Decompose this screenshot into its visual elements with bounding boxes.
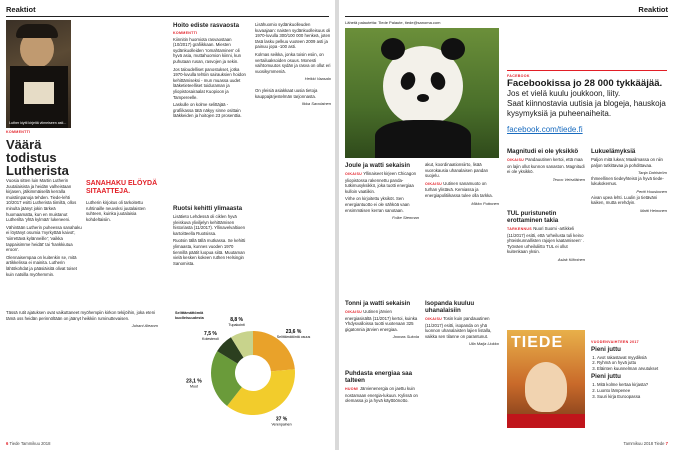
ruotsi-title: Ruotsi kehitti ylimaasta <box>173 205 243 212</box>
luther-paragraph: Vähintään Lutherin puheessa sanahaku ei löytänyt osumia 'myrkyttää kaivot', 'siirrettävä kylänneille'; 'vaikka tappaisimme heidät' tai 'hankkiutua eroon'. <box>6 224 82 253</box>
puzzle-sub-item: 3. Suuri kirja Euroopassa <box>597 394 667 400</box>
tul-label: TARKENNUS <box>507 227 532 231</box>
puzzle-item: 2. Ryhmä on hyvä juttu <box>597 360 667 366</box>
magnitudi-paragraph: Pandauutinen kertoi, että maa on lajin ollut kunnon sanaston. Magnitudi ei ole yksikkö. <box>507 157 585 175</box>
lukuelamys-title: Lukuelämyksiä <box>591 148 636 155</box>
joule-label: OIKAISU <box>345 172 363 176</box>
isopanda-author: Ulla Maija Liukko <box>468 341 499 347</box>
luther-comment-label: KOMMENTTI <box>6 130 31 134</box>
lukuelamys-author: Tanja Dahlström <box>638 170 667 176</box>
tonni-title: Tonni ja watti sekaisin <box>345 300 411 307</box>
isopanda-title: Isopanda kuuluu uhanalaisiin <box>425 300 475 314</box>
panda-ear-right <box>441 38 465 60</box>
orosu-paragraph: Kiinnitin huomiota rasvaostaan (10/2017) grafiikkaan. Miesten sydänkuolleiden 'romahtaminen' oli hyvä asia, muttahuomion kiinni, kun puhutaan rusan, rasvojen ja sekin. <box>173 36 242 64</box>
puhdasta-label: HUOM! <box>345 387 359 391</box>
puzzle-sub-title: Pieni juttu <box>591 373 621 381</box>
facebook-block <box>507 70 667 137</box>
luther-body-col-1 <box>6 178 83 279</box>
puzzle-title: Pieni juttu <box>591 345 621 353</box>
donut-value-label: 23,6 % <box>285 329 302 336</box>
puzzle-item: 1. Avot rakastavat myydiksiä <box>597 355 667 361</box>
tul-title: TUL puristunetin erottaminen takia <box>507 210 559 224</box>
orosu-title: Hoito ediste rasvaosta <box>173 22 240 29</box>
orosu-label: KOMMENTTI <box>173 31 198 35</box>
donut-chart <box>173 305 331 430</box>
puzzle-label: VUODENVAIHTEEN 2017 <box>591 340 639 344</box>
left-page-number: 6 <box>6 441 9 446</box>
puhdasta-paragraph: Järvienenergia on jaettu kuin nostamaan energia-lukuun. Kylissä on olemassa jo ja hyvä käyttöönotto. <box>345 386 418 404</box>
cover-face-shape <box>525 362 567 412</box>
right-page <box>339 0 674 450</box>
facebook-label: FACEBOOK <box>507 74 530 78</box>
puzzle-sub-list <box>591 382 667 399</box>
tonni-paragraph: Uutinen järvien energiasisältä (11/2017) kertoi, kuinka Yhdysvalloissa tuotti vuotenaan 325 gigatonnia järvien energiaa. <box>345 309 418 332</box>
orosu-paragraph: Laskulle on kolme selittäjää - grafiikassa tätä näkyy sinne osittain lääkkeiden ja hoitojen 23 prosenttia. <box>173 102 242 119</box>
puhdasta-article <box>345 370 419 406</box>
left-section-header: Reaktiot <box>6 5 36 14</box>
facebook-text: Jos et vielä kuulu joukkoon, liity. <box>507 89 621 98</box>
lukuelamys-paragraph: Aivan upea lehti. Luulin jo tietäväni kaiken, mutta erehdyin. <box>591 194 658 206</box>
panda-ear-left <box>381 38 405 60</box>
donut-value-label: 8,8 % <box>230 317 244 324</box>
tonni-article <box>345 300 419 340</box>
magazine-cover-image <box>507 330 585 428</box>
luther-portrait-image <box>6 20 71 128</box>
tul-article <box>507 210 585 263</box>
lukuelamys-author: Pertti Huuskonen <box>636 188 667 194</box>
left-page <box>0 0 335 450</box>
magnitudi-label: OIKAISU <box>507 158 525 162</box>
donut-category-label: Kolesteroli <box>202 336 219 341</box>
donut-value-label: 23,1 % <box>186 378 202 385</box>
donut-category-label: Verenpainen <box>271 422 292 427</box>
puzzle-list <box>591 355 667 372</box>
left-footer <box>6 441 50 446</box>
ruotsi-paragraph: Lisätieto Lehdessä oli ciklen hyvä yleiskuva yliviljelyn kehittämisen historiasta (11/2017). Yllinavelvaltioen kartoitteella Ruotsissa. <box>173 214 245 236</box>
right-footer <box>624 441 668 446</box>
joule-article <box>345 162 419 221</box>
puzzle-sub-item: 1. Mitä kolme kertaa kirjasta? <box>597 382 667 388</box>
joule-author: Folke Stenman <box>392 215 419 221</box>
donut-category-label: Tupakointi <box>228 323 245 328</box>
luther-paragraph: Olennaisempaa on kuitenkin se, mitä artikkelissa ei mainita. Lutherin lähtökohdat ja pääsiäisitä olivat toiset kuin natsilla myöhemmin. <box>6 254 77 277</box>
photo-caption: Lähetä palautetta: Tiede Palaute, tiede@sanoma.com <box>345 20 441 25</box>
facebook-title: Facebookissa jo 28 000 tykkääjää. <box>507 78 663 89</box>
panda-body-shape <box>375 120 471 158</box>
lisaa-article <box>255 22 331 107</box>
akut-paragraph: akut, koordinaationsiirto, lisää vuorokausia uhanalaisen pandan suojelu. <box>425 162 489 179</box>
isopanda-article <box>425 300 499 347</box>
ruotsi-paragraph: Ruotsin tällä tällä mutkassa. Se kehitti ylimaasta, kunnes vuoden 1970 tiennillä päätit luopua siitä. Muutaman vielä kesken kokeen ruthen Helsingin Sanomista. <box>173 238 246 266</box>
donut-value-label: 37 % <box>275 416 288 423</box>
magnitudi-article <box>507 148 585 182</box>
luther-body-bottom <box>6 310 158 329</box>
lisaa-paragraph: Lisähuomio sydänkuolleuden kuvaajaan: naisten sydänkuolleisuus oli 1970-luvulla 300/100 000 henkeä, joten täsä lasku pelkuu vuoteen 2009 asti ja painuu jopa -100 asti. <box>255 22 331 50</box>
puhdasta-title: Puhdasta energiaa saa talteen <box>345 370 413 384</box>
facebook-text: Saat kiinnostavia uutisia ja blogeja, hauskoja kysymyksiä ja puheenaiheita. <box>507 99 666 118</box>
akut-author: Mikko Puttonen <box>471 200 499 206</box>
magnitudi-author: Teuvo Vehviläinen <box>552 176 585 182</box>
tul-paragraph: Nuori Suomi -artikkeli (11/2017) esitti, että 'urheilusta tuli keino yhteiskunnallisten rajojen kaatamiseen' . Työväen urheiluliitto TUL ei ollut kuitenkaan yksin. <box>507 226 584 255</box>
luther-author: Juhani Aleaom <box>131 323 158 329</box>
right-header-rule <box>345 16 668 17</box>
luther-body-col-2 <box>86 178 158 224</box>
magnitudi-title: Magnitudi ei ole yksikkö <box>507 148 579 155</box>
donut-svg <box>173 305 331 430</box>
left-header-rule <box>6 16 329 17</box>
akut-paragraph: Uutinen sanamuoto on turhan ylistävä. Kemiassa ja energiapolitiikassa tulee olla tarkka. <box>425 180 493 198</box>
portrait-hat-shape <box>16 24 58 38</box>
donut-category-label: Muut <box>189 384 198 389</box>
donut-title: Selittämättömiä kuolleisuudesta <box>175 311 204 320</box>
akut-label: OIKAISU <box>425 181 443 186</box>
facebook-rule <box>507 70 667 71</box>
facebook-link[interactable]: facebook.com/tiede.fi <box>507 125 583 134</box>
joule-paragraph: Yllinaiseet kirjeen Chicagon yliopistossa rakennettu panda-tutkimusyksikkö, joka tuotti energiaa kulloin vaatiikin. <box>345 171 416 194</box>
luther-paragraph: Lutherin kirjoitus oli tarkoitettu ruhtinaille neuvoksi juutalaisten suhteen, kuinka juutalaisia kohdeltaisiin. <box>86 200 146 222</box>
luther-pull-quote: SANAHAKU ELÖYDÄ SITAATTEJA. <box>86 180 158 195</box>
puzzle-block <box>591 340 667 399</box>
panda-nose <box>417 94 429 102</box>
lisaa-paragraph: Kolmas seikka, jonka toisin esiin, on vertailuaksoiden osuus. Monesti vaihtomuutos sydän ja rasva on ollut eri vuosikymmeniä. <box>255 51 331 74</box>
left-footer-text: Tiede Tammikuu 2018 <box>9 441 51 446</box>
portrait-book-shape <box>24 82 54 104</box>
right-footer-text: Tammikuu 2018 Tiede <box>623 441 665 446</box>
luther-paragraph: Tässä rutit ajatuksen ovat vaikuttaneet myöhempiin kirkon tekijöihin, joka eteni tämä oss heidän perinnöltään on jäänyt heikkiin ruminuttevaisen. <box>6 310 156 321</box>
isopanda-paragraph: Tosin kuin pandauutinen (11/2017) esitti, isopanda on yhä luonnon uhanalaisten lajien listalla, vaikka sen tilanne on parantunut. <box>425 316 492 339</box>
lukuelamys-paragraph: Ihmeellinen tiedeyhteisö ja hyvä tiede-lukukokemus. <box>591 175 664 187</box>
ruotsi-paragraph: On yleisiä asiakkaat uusia tietoja kauppajärjestelmän tarjonnasta. <box>255 87 318 99</box>
ruotsi-article <box>173 205 249 268</box>
right-page-number: 7 <box>665 441 668 446</box>
lukuelamys-author: Matti Heinonen <box>640 207 667 213</box>
isopanda-label: OIKAISU <box>425 317 443 321</box>
orosu-article <box>173 22 249 121</box>
puzzle-sub-item: 2. Luonto lämpenee <box>597 388 667 394</box>
orosu-paragraph: Jos taloudelliset panostukset, jotka 1970-luvulla tehtiin sairauksien hoidon kehittämiseksi - mun muassa uudet lääketieteelliset toiduraman ja yliopistosairaalat Kuopioon ja Tampereelle. <box>173 66 246 100</box>
puzzle-item: 3. Eläinten kuunnelman arvutukset <box>597 366 667 372</box>
tonni-label: OIKAISU <box>345 310 363 314</box>
magazine-logo: TIEDE <box>511 334 564 351</box>
tonni-author: Joonas Sukola <box>392 334 419 340</box>
luther-title: Väärä todistus Lutherista <box>6 136 69 178</box>
joule-paragraph: Virhe on kirjoitettu yksiköt. Sen energiantuotto ei ole sähköä vaan ensimmäisen kerran sanotaan. <box>345 196 410 213</box>
portrait-caption: Luther kiytti kirjeitä viimeiseen asti... <box>9 120 67 125</box>
joule-title: Joule ja watti sekaisin <box>345 162 410 169</box>
donut-category-label: Selittämätöntä osuus <box>276 335 311 340</box>
lisaa-author: Heikki Vaasalo <box>304 76 331 82</box>
luther-article <box>6 130 72 181</box>
lukuelamys-paragraph: Paljon mitä lukea; Maailmassa on niin paljon tutkittavaa ja pohdittavaa. <box>591 157 663 168</box>
right-section-header: Reaktiot <box>638 5 668 14</box>
luther-paragraph: Vuosia sitten luin Martin Lutherin Juutalaisista ja heidän valheistaan kirjasen, jälkimmäisellä kerralla muistiinpanoja tehden. Tiede-lehti 10/2017 esitti Lutherista tiimiltä, ollos minulta jäänyt jokin tärkeä huomaamatta, kun en muistanut Lutherilta 'yhtä kylmää' lukeneeni. <box>6 178 77 223</box>
donut-value-label: 7,5 % <box>204 330 217 337</box>
akut-article <box>425 162 499 206</box>
lukuelamys-article <box>591 148 667 213</box>
panda-photo <box>345 28 499 158</box>
ruotsi-author: Ilkka Savolainen <box>301 101 331 107</box>
tul-author: Aslak Kiliminen <box>557 256 585 262</box>
cover-banner-shape <box>507 414 585 428</box>
